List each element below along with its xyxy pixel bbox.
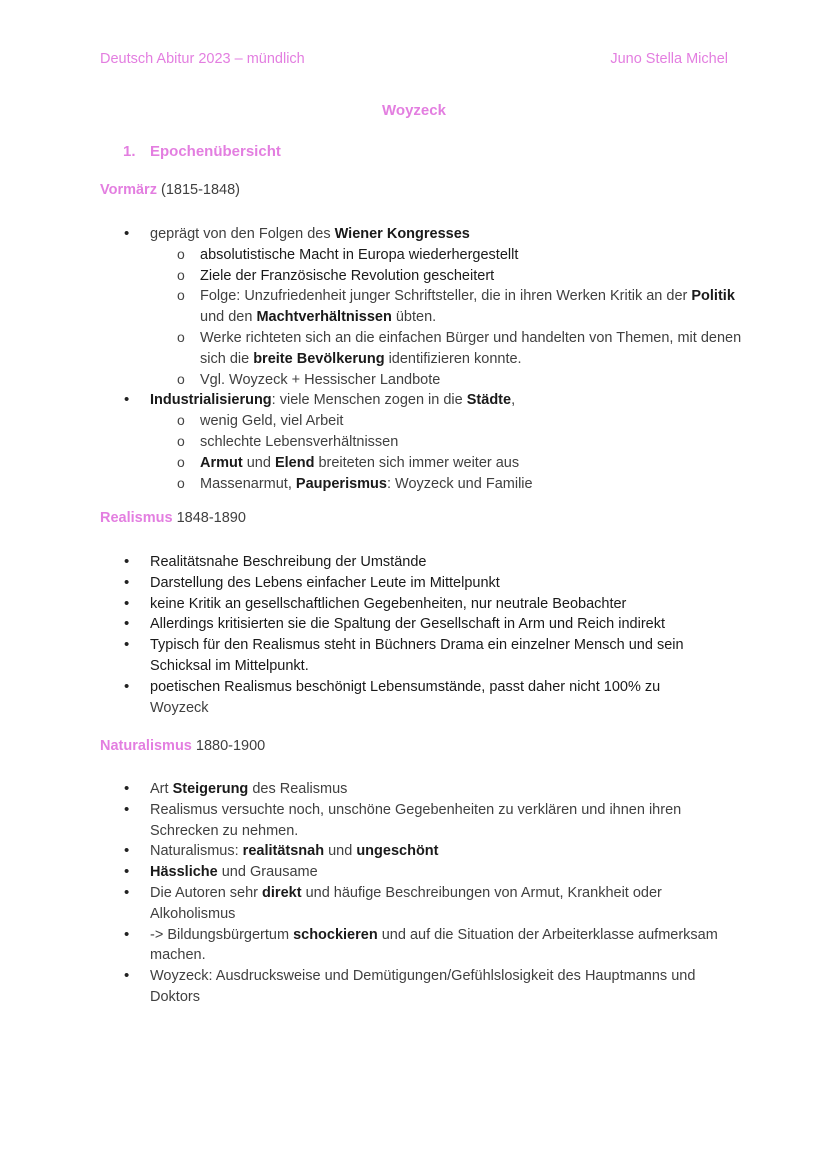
epoch-years: 1880-1900 (195, 738, 266, 754)
sub-item: o Vgl. Woyzeck + Hessischer Landbote (150, 370, 744, 391)
list-item (124, 224, 744, 390)
epoch-name: Naturalismus (100, 738, 192, 754)
bold-text: Städte (466, 392, 512, 409)
text: breiteten sich immer weiter aus (314, 454, 520, 471)
epoch-name: Realismus (100, 510, 173, 526)
list-item (124, 677, 744, 719)
text: des Realismus (248, 781, 348, 797)
list-item: • Darstellung des Lebens einfacher Leute im Mittelpunkt (124, 573, 744, 594)
text: Folge: Unzufriedenheit junger Schriftsteller, die in ihren Werken Kritik an der (200, 288, 692, 305)
epoch-years: 1848-1890 (176, 510, 246, 526)
header-course: Deutsch Abitur 2023 – mündlich (100, 51, 305, 67)
list-item (124, 862, 744, 883)
text: Woyzeck (150, 699, 209, 716)
epoch-name: Vormärz (100, 182, 157, 198)
bold-text: Pauperismus (295, 475, 387, 492)
sub-item: o absolutistische Macht in Europa wiederhergestellt (150, 245, 744, 266)
sub-list (150, 411, 744, 494)
list-item (124, 841, 744, 862)
bold-text: Wiener Kongresses (334, 226, 470, 242)
list-item: • Allerdings kritisierten sie die Spaltung der Gesellschaft in Arm und Reich indirekt (124, 614, 744, 635)
epoch-heading-vormaerz (100, 182, 240, 198)
epoch-heading-naturalismus (100, 738, 265, 754)
sub-list (150, 245, 744, 391)
text: übten. (391, 309, 437, 326)
vormaerz-list (124, 224, 744, 494)
bold-text: Elend (274, 454, 315, 471)
sub-item (150, 286, 744, 328)
text: Naturalismus: (150, 843, 243, 860)
bold-text: Machtverhältnissen (256, 309, 392, 326)
epoch-years: (1815-1848) (160, 182, 240, 198)
text: Werke richteten sich an die einfachen Bürger und handelten von Themen, mit denen sich die (200, 329, 742, 367)
list-item: • Realitätsnahe Beschreibung der Umstände (124, 552, 744, 573)
list-item: • Woyzeck: Ausdrucksweise und Demütigungen/Gefühlslosigkeit des Hauptmanns und Doktors (124, 966, 744, 1008)
text: und auf die Situation der Arbeiterklasse aufmerksam machen. (150, 926, 718, 964)
list-item: • keine Kritik an gesellschaftlichen Gegebenheiten, nur neutrale Beobachter (124, 594, 744, 615)
text: identifizieren konnte. (384, 350, 522, 367)
sub-item (150, 453, 744, 474)
list-item: • Typisch für den Realismus steht in Büchners Drama ein einzelner Mensch und sein Schicksal im Mittelpunkt. (124, 635, 744, 677)
header-author: Juno Stella Michel (610, 51, 728, 67)
bold-text: breite Bevölkerung (253, 350, 385, 367)
naturalismus-list (124, 779, 744, 1008)
text: und den (200, 309, 257, 326)
sub-item: o Ziele der Französische Revolution gescheitert (150, 266, 744, 287)
bold-text: schockieren (293, 926, 378, 943)
sub-item: o wenig Geld, viel Arbeit (150, 411, 744, 432)
text: -> Bildungsbürgertum (150, 926, 294, 943)
list-item (124, 390, 744, 494)
section-label: Epochenübersicht (150, 143, 281, 160)
list-item (124, 925, 744, 967)
bold-text: realitätsnah (242, 843, 325, 860)
text: und Grausame (217, 864, 318, 881)
text: geprägt von den Folgen des (150, 226, 335, 242)
bold-text: Hässliche (150, 864, 218, 881)
text: poetischen Realismus beschönigt Lebensumstände, passt daher nicht 100% zu (150, 678, 661, 695)
bold-text: Politik (691, 288, 735, 305)
section-number: 1. (123, 143, 136, 160)
realismus-list (124, 552, 744, 718)
section-heading (123, 143, 281, 160)
list-item: • Realismus versuchte noch, unschöne Gegebenheiten zu verklären und ihnen ihren Schrecken zu nehmen. (124, 800, 744, 842)
text: : viele Menschen zogen in die (271, 392, 467, 409)
bold-text: direkt (262, 884, 302, 901)
bold-text: ungeschönt (356, 843, 439, 860)
list-item (124, 883, 744, 925)
list-item (124, 779, 744, 800)
text: Die Autoren sehr (150, 884, 263, 901)
bold-text: Armut (200, 454, 243, 471)
text: Art (150, 781, 173, 797)
epoch-heading-realismus (100, 510, 246, 526)
text: : Woyzeck und Familie (386, 475, 533, 492)
bold-text: Steigerung (172, 781, 249, 797)
text: Massenarmut, (200, 475, 296, 492)
text: , (511, 392, 516, 409)
sub-item (150, 474, 744, 495)
sub-item: o schlechte Lebensverhältnissen (150, 432, 744, 453)
sub-item (150, 328, 744, 370)
bold-text: Industrialisierung (150, 392, 272, 409)
text: und häufige Beschreibungen von Armut, Krankheit oder Alkoholismus (150, 884, 662, 922)
text: und (242, 454, 275, 471)
page-title: Woyzeck (382, 102, 446, 119)
text: und (324, 843, 357, 860)
